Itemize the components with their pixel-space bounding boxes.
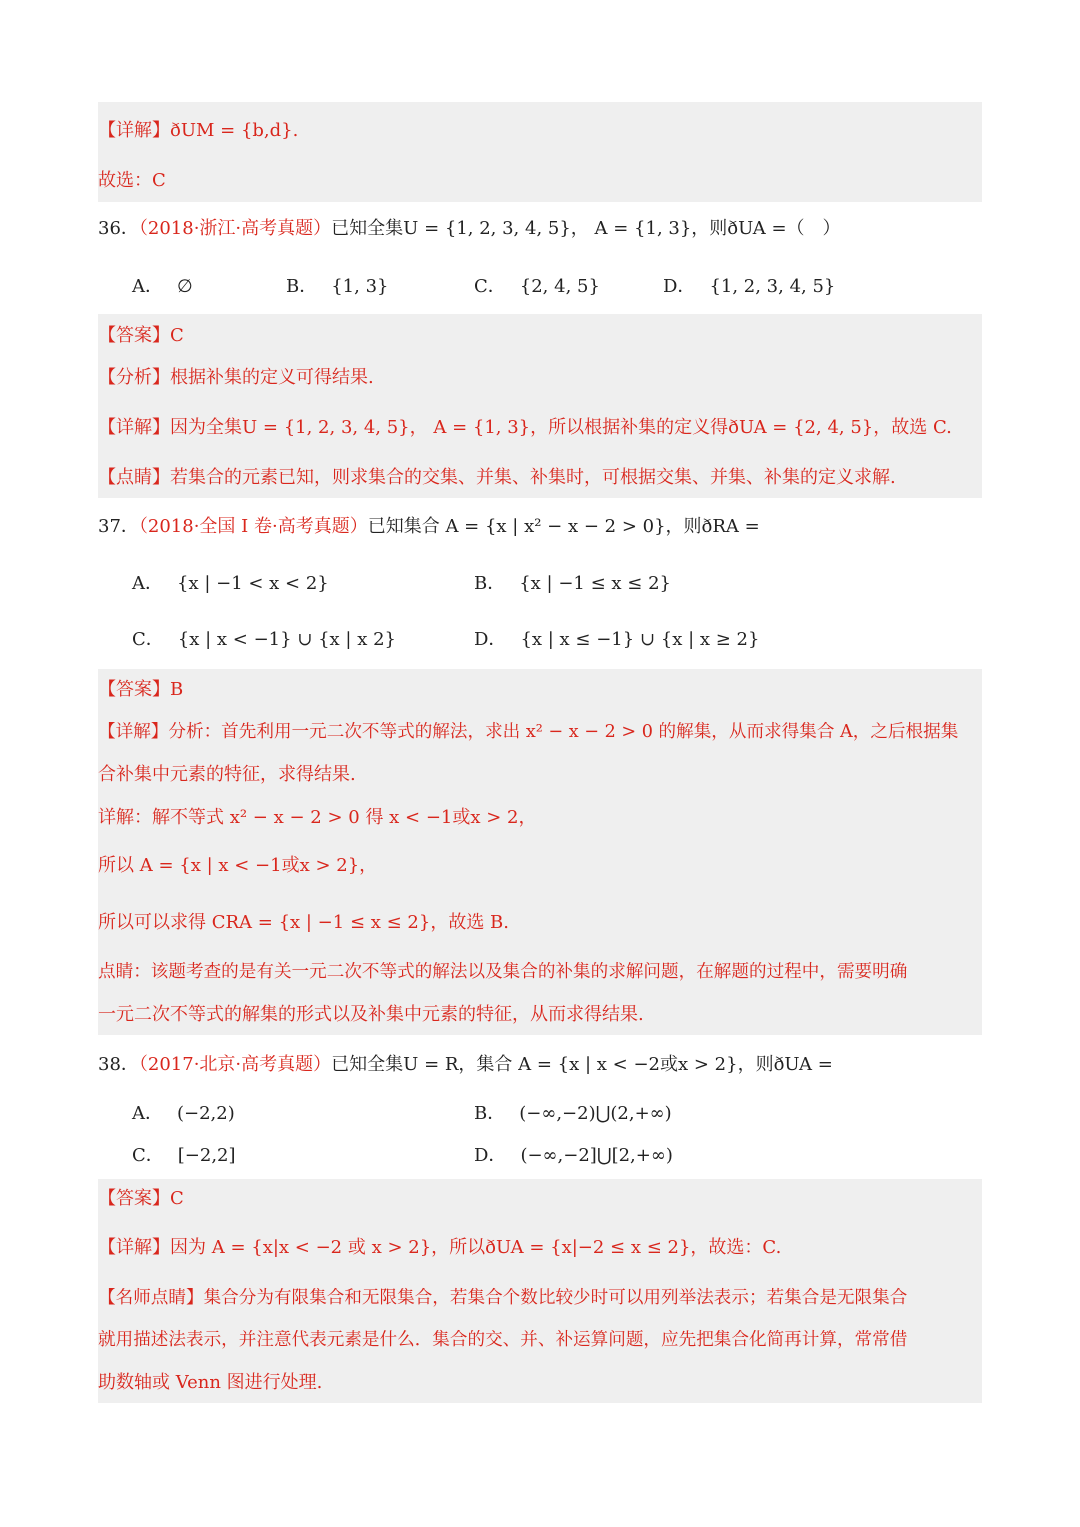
q37-detail-2: 合补集中元素的特征，求得结果. bbox=[98, 764, 356, 785]
q37-option-d: D． {x | x ≤ −1} ∪ {x | x ≥ 2} bbox=[474, 629, 760, 650]
q36-detail: 【详解】因为全集U = {1, 2, 3, 4, 5}， A = {1, 3}，所以根据补集的定义得ðUA = {2, 4, 5}，故选 C. bbox=[98, 417, 952, 438]
q38-option-b: B． (−∞,−2)⋃(2,+∞) bbox=[474, 1103, 672, 1124]
q38-comment-1: 【名师点睛】集合分为有限集合和无限集合，若集合个数比较少时可以用列举法表示；若集合是无限集合 bbox=[98, 1288, 908, 1308]
q36-option-c: C． {2, 4, 5} bbox=[474, 276, 600, 297]
q38-option-c: C． [−2,2] bbox=[132, 1145, 236, 1166]
q37-detail-3: 详解：解不等式 x² − x − 2 > 0 得 x < −1或x > 2， bbox=[98, 807, 537, 828]
q38-stem: 已知全集U = R，集合 A = {x | x < −2或x > 2}，则ðUA = bbox=[331, 1054, 833, 1075]
q38-option-a: A． (−2,2) bbox=[132, 1103, 235, 1124]
q37-detail-1: 【详解】分析：首先利用一元二次不等式的解法，求出 x² − x − 2 > 0 的解集，从而求得集合 A，之后根据集 bbox=[98, 722, 959, 742]
q36-option-a: A． ∅ bbox=[132, 276, 193, 297]
q36-number: 36． bbox=[98, 218, 139, 239]
q36-option-b: B． {1, 3} bbox=[286, 276, 389, 297]
prev-detail: 【详解】ðUM = {b,d}. bbox=[98, 120, 299, 141]
q37-option-c: C． {x | x < −1} ∪ {x | x 2} bbox=[132, 629, 396, 650]
q36-answer: 【答案】C bbox=[98, 325, 184, 346]
q36-source: （2018·浙江·高考真题） bbox=[138, 218, 332, 239]
q37-answer: 【答案】B bbox=[98, 679, 184, 700]
prev-choice: 故选：C bbox=[98, 170, 166, 191]
q37-detail-5: 所以可以求得 CRA = {x | −1 ≤ x ≤ 2}，故选 B. bbox=[98, 912, 509, 933]
q37-comment-1: 点睛：该题考查的是有关一元二次不等式的解法以及集合的补集的求解问题，在解题的过程中，需要明确 bbox=[98, 962, 908, 982]
q36-stem: 已知全集U = {1, 2, 3, 4, 5}， A = {1, 3}，则ðUA =（ ） bbox=[331, 218, 841, 239]
q37-number: 37． bbox=[98, 516, 139, 537]
q38-answer: 【答案】C bbox=[98, 1188, 184, 1209]
q38-stem-line bbox=[98, 1051, 833, 1079]
q37-option-a: A． {x | −1 < x < 2} bbox=[132, 573, 329, 594]
q37-source: （2018·全国 I 卷·高考真题） bbox=[138, 516, 368, 537]
q37-stem-line bbox=[98, 513, 760, 541]
q37-comment-2: 一元二次不等式的解集的形式以及补集中元素的特征，从而求得结果. bbox=[98, 1004, 644, 1025]
q36-option-d: D． {1, 2, 3, 4, 5} bbox=[663, 276, 836, 297]
q38-comment-2: 就用描述法表示，并注意代表元素是什么．集合的交、并、补运算问题，应先把集合化简再计算，常常借 bbox=[98, 1330, 908, 1350]
q38-number: 38． bbox=[98, 1054, 139, 1075]
q37-option-b: B． {x | −1 ≤ x ≤ 2} bbox=[474, 573, 671, 594]
q36-comment: 【点睛】若集合的元素已知，则求集合的交集、并集、补集时，可根据交集、并集、补集的定义求解. bbox=[98, 467, 896, 488]
q38-option-d: D． (−∞,−2]⋃[2,+∞) bbox=[474, 1145, 673, 1166]
q36-stem-line bbox=[98, 215, 841, 243]
q36-analysis: 【分析】根据补集的定义可得结果. bbox=[98, 367, 374, 388]
q38-source: （2017·北京·高考真题） bbox=[138, 1054, 332, 1075]
q37-detail-4: 所以 A = {x | x < −1或x > 2}， bbox=[98, 855, 378, 876]
q38-detail: 【详解】因为 A = {x|x < −2 或 x > 2}，所以ðUA = {x|−2 ≤ x ≤ 2}，故选：C. bbox=[98, 1237, 782, 1258]
q37-stem: 已知集合 A = {x | x² − x − 2 > 0}，则ðRA = bbox=[367, 516, 760, 537]
q38-comment-3: 助数轴或 Venn 图进行处理. bbox=[98, 1372, 323, 1393]
